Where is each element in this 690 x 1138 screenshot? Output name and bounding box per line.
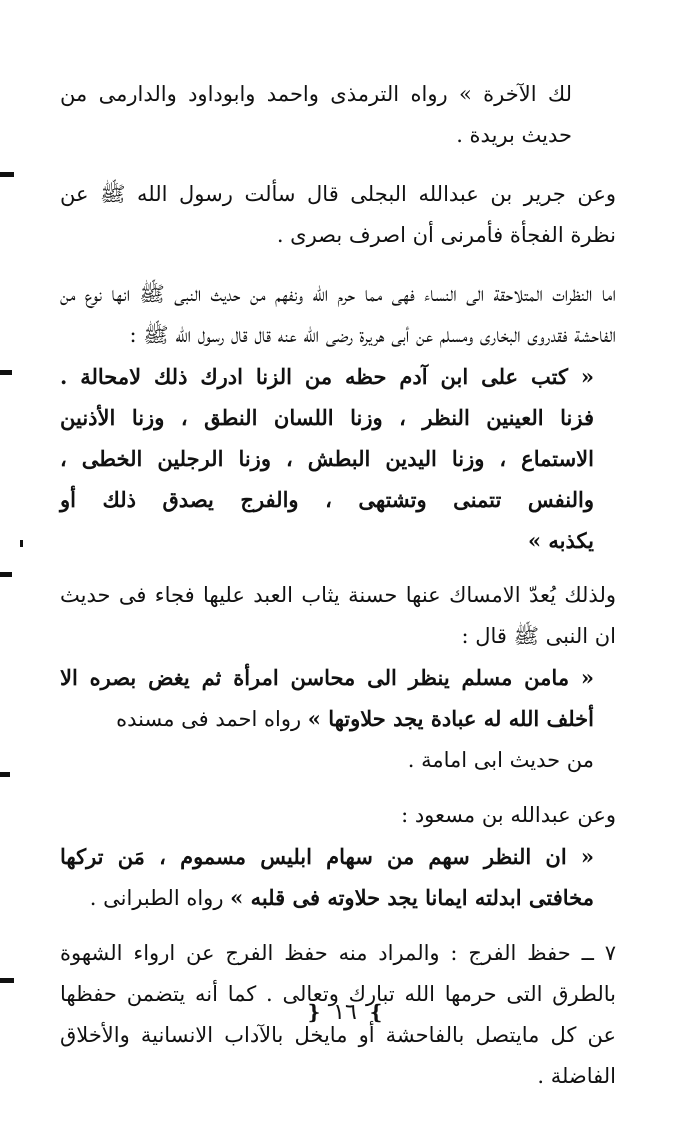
hadith-quote-3: [60, 836, 616, 919]
page-number-text: ١٦: [333, 1000, 357, 1025]
hadith-1-line-1: « كتب على ابن آدم حظه من الزنا ادرك ذلك لامحالة .: [60, 364, 594, 389]
scan-mark-2: [0, 370, 12, 375]
hadith-2-line-2-source: رواه احمد فى مسنده: [116, 707, 308, 731]
hadith-1-line-3: الاستماع ، وزنا اليدين البطش ، وزنا الرجلين الخطى ،: [60, 446, 594, 471]
scan-mark-4: [0, 772, 10, 777]
paragraph-5: وعن عبدالله بن مسعود :: [401, 803, 616, 827]
page-number: [0, 1000, 690, 1025]
hadith-3-line-2-quote: مخافتى ابدلته ايمانا يجد حلاوته فى قلبه »: [230, 885, 594, 910]
paragraph-1: لك الآخرة » رواه الترمذى واحمد وابوداود والدارمى من حديث بريدة .: [60, 82, 572, 147]
paragraph-2: وعن جرير بن عبدالله البجلى قال سألت رسول الله ﷺ عن نظرة الفجأة فأمرنى أن اصرف بصرى .: [60, 182, 616, 247]
page-body: [60, 74, 616, 1115]
hadith-quote-2: [60, 657, 616, 781]
scan-mark-3: [0, 572, 12, 577]
hadith-1-line-4: والنفس تتمنى وتشتهى ، والفرج يصدق ذلك أو: [60, 487, 594, 512]
hadith-3-line-2: [60, 877, 594, 919]
hadith-3-line-2-source: رواه الطبرانى .: [89, 886, 231, 910]
scan-mark-1: [0, 172, 14, 177]
ornament-right-icon: ❵: [367, 1000, 385, 1024]
hadith-1-line-2: فزنا العينين النظر ، وزنا اللسان النطق ، وزنا الأذنين: [60, 405, 594, 430]
hadith-quote-1: [60, 356, 616, 561]
hadith-1-line-5: يكذبه »: [527, 528, 594, 553]
scan-mark-6: [20, 540, 23, 547]
hadith-2-line-3: من حديث ابى امامة .: [407, 748, 594, 772]
ornament-left-icon: ❴: [305, 1000, 323, 1024]
paragraph-3: اما النظرات المتلاحقة الى النساء فهى مما حرم الله ونفهم من حديث النبى ﷺ انها نوع من الفاحشة فقدروى البخارى ومسلم عن أبى هريرة رضى الله عنه قال قال رسول الله ﷺ :: [60, 282, 616, 347]
hadith-2-line-2: [60, 698, 594, 740]
hadith-3-line-1: « ان النظر سهم من سهام ابليس مسموم ، مَن تركها: [60, 844, 594, 869]
paragraph-6: ٧ ــ حفظ الفرج : والمراد منه حفظ الفرج عن ارواء الشهوة بالطرق التى حرمها الله تبارك وتعالى . كما أنه يتضمن حفظها عن كل مايتصل بالفاحشة أو مايخل بالآداب الانسانية والأخلاق الفاضلة .: [60, 941, 616, 1088]
scan-mark-5: [0, 978, 14, 983]
paragraph-4: ولذلك يُعدّ الامساك عنها حسنة يثاب العبد عليها فجاء فى حديث ان النبى ﷺ قال :: [60, 583, 616, 648]
hadith-2-line-1: « مامن مسلم ينظر الى محاسن امرأة ثم يغض بصره الا: [60, 665, 594, 690]
hadith-2-line-2-quote: أخلف الله له عبادة يجد حلاوتها »: [307, 706, 594, 731]
